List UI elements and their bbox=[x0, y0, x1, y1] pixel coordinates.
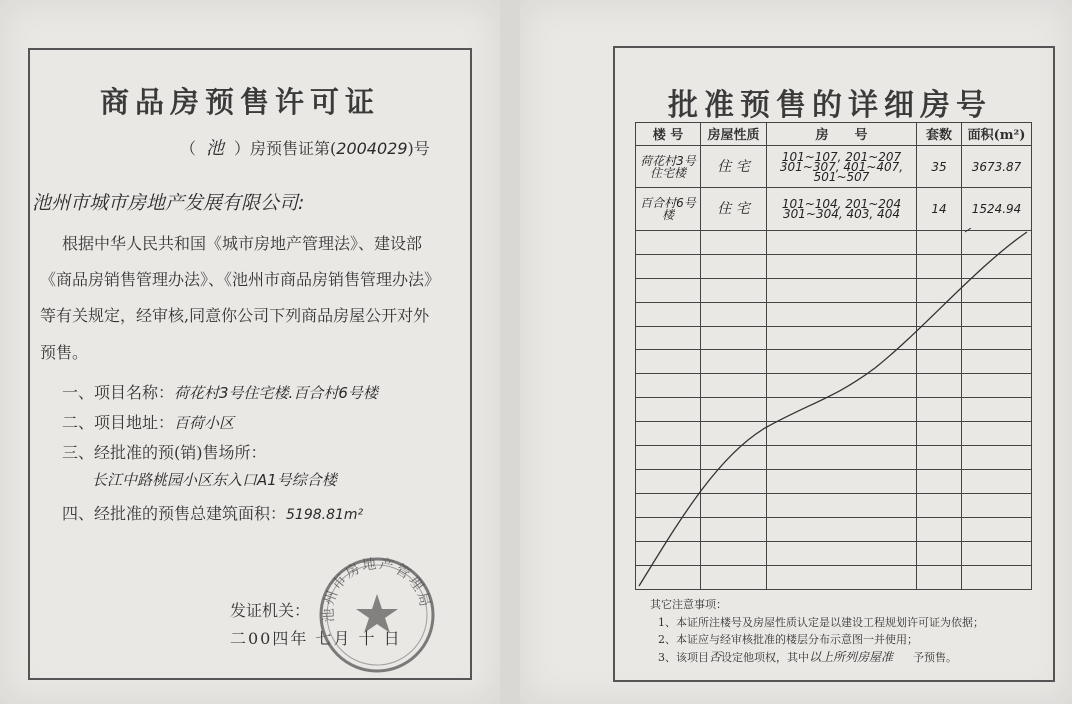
table-row bbox=[636, 541, 1032, 565]
body-line-3: 等有关规定，经审核,同意你公司下列商品房屋公开对外 bbox=[40, 306, 430, 325]
item2-value: 百荷小区 bbox=[174, 414, 235, 432]
note-3 bbox=[658, 648, 957, 665]
table-row bbox=[636, 470, 1032, 494]
table-row bbox=[636, 374, 1032, 398]
row-area: 1524.94 bbox=[962, 188, 1032, 230]
table-row bbox=[636, 565, 1032, 589]
header-rooms: 房 号 bbox=[767, 123, 917, 146]
issue-date: 二00四年 七月 十 日 bbox=[230, 629, 402, 648]
table-row bbox=[636, 518, 1032, 542]
certificate-number bbox=[180, 134, 430, 160]
note3-c: 予预售。 bbox=[913, 651, 958, 664]
room-detail-table bbox=[635, 122, 1032, 590]
row-rooms: 101~104, 201~204 301~304, 403, 404 bbox=[767, 188, 917, 230]
table-row bbox=[636, 254, 1032, 278]
company-name: 池州市城市房地产发展有限公司: bbox=[32, 192, 305, 214]
row-building: 百合村6号楼 bbox=[636, 188, 701, 230]
table-row bbox=[636, 398, 1032, 422]
header-area: 面积(m²) bbox=[962, 123, 1032, 146]
number-open: （ bbox=[180, 139, 197, 158]
note-2: 2、本证应与经审核批准的楼层分布示意图一并使用； bbox=[658, 633, 918, 646]
number-prefix: 池 bbox=[206, 138, 225, 159]
header-building: 楼 号 bbox=[636, 123, 701, 146]
note3-a: 3、该项目 bbox=[658, 651, 709, 664]
body-line-2: 《商品房销售管理办法》、《池州市商品房销售管理办法》 bbox=[40, 270, 441, 289]
item4-value: 5198.81m² bbox=[286, 507, 364, 523]
row-building: 荷花村3号住宅楼 bbox=[636, 145, 701, 187]
detail-title: 批准预售的详细房号 bbox=[668, 88, 992, 123]
note3-hand1: 否 bbox=[709, 650, 722, 664]
table-row bbox=[636, 494, 1032, 518]
certificate-title: 商品房预售许可证 bbox=[100, 85, 381, 119]
official-seal-icon bbox=[318, 556, 436, 674]
item2-label: 二、项目地址： bbox=[62, 413, 175, 432]
number-close: )号 bbox=[407, 139, 430, 158]
body-line-1: 根据中华人民共和国《城市房地产管理法》、建设部 bbox=[62, 234, 423, 253]
issuer-label: 发证机关： bbox=[230, 601, 311, 620]
row-count: 35 bbox=[917, 145, 962, 187]
item-project-address bbox=[62, 410, 234, 433]
note3-hand2: 以上所列房屋准 bbox=[809, 650, 894, 664]
table-row bbox=[636, 230, 1032, 254]
item4-label: 四、经批准的预售总建筑面积： bbox=[62, 504, 287, 523]
number-value: 2004029 bbox=[336, 139, 408, 158]
number-mid: ）房预售证第( bbox=[234, 139, 337, 158]
item-total-area bbox=[62, 501, 363, 524]
item1-value: 荷花村3号住宅楼.百合村6号楼 bbox=[174, 384, 378, 402]
note3-b: 设定他项权，其中 bbox=[721, 651, 810, 664]
table-row bbox=[636, 326, 1032, 350]
table-row bbox=[636, 422, 1032, 446]
body-line-4: 预售。 bbox=[40, 343, 89, 362]
table-row bbox=[636, 188, 1032, 230]
header-count: 套数 bbox=[917, 123, 962, 146]
header-nature: 房屋性质 bbox=[701, 123, 767, 146]
item1-label: 一、项目名称： bbox=[62, 383, 175, 402]
table-row bbox=[636, 145, 1032, 187]
row-nature: 住 宅 bbox=[701, 188, 767, 230]
table-row bbox=[636, 446, 1032, 470]
item-sales-place-value: 长江中路桃园小区东入口A1号综合楼 bbox=[92, 471, 337, 489]
table-row bbox=[636, 350, 1032, 374]
note-1: 1、本证所注楼号及房屋性质认定是以建设工程规划许可证为依据； bbox=[658, 616, 984, 629]
row-count: 14 bbox=[917, 188, 962, 230]
row-area: 3673.87 bbox=[962, 145, 1032, 187]
seal-text: 池州市房地产管理局 bbox=[320, 556, 434, 623]
table-header-row bbox=[636, 123, 1032, 146]
table-row bbox=[636, 278, 1032, 302]
item-project-name bbox=[62, 380, 378, 403]
row-rooms: 101~107, 201~207 301~307, 401~407, 501~507 bbox=[767, 145, 917, 187]
table-row bbox=[636, 302, 1032, 326]
row-nature: 住 宅 bbox=[701, 145, 767, 187]
item-sales-place-label: 三、经批准的预(销)售场所： bbox=[62, 443, 267, 462]
notes-title: 其它注意事项： bbox=[650, 598, 727, 611]
